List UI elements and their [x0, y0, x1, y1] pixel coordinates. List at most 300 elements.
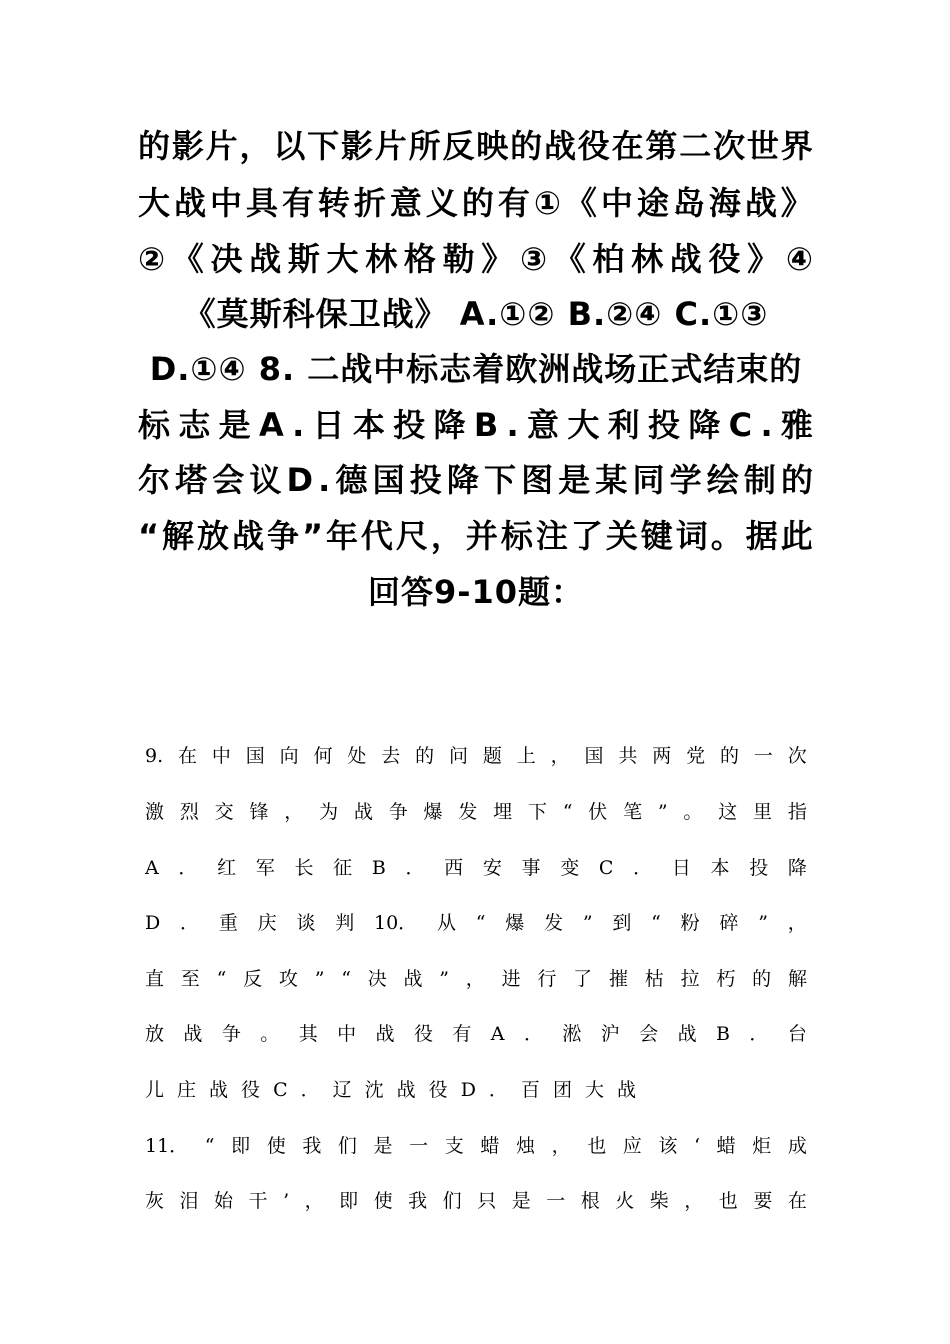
- glyph: 有: [281, 184, 315, 222]
- glyph: 战: [744, 184, 778, 222]
- glyph: 下: [483, 461, 517, 499]
- glyph: 会: [212, 461, 246, 499]
- glyph: 《: [553, 240, 587, 278]
- glyph: 役: [708, 240, 742, 278]
- text-line: [138, 175, 814, 231]
- glyph: 柴: [649, 1190, 669, 1212]
- glyph: 发: [544, 912, 564, 934]
- glyph: 的: [720, 745, 740, 767]
- glyph: 日: [312, 406, 346, 444]
- glyph: 格: [403, 240, 437, 278]
- text-line: [145, 728, 807, 784]
- glyph: 投: [393, 406, 427, 444]
- glyph: 也: [718, 1190, 738, 1212]
- glyph: 10．: [374, 912, 418, 934]
- glyph: 只: [477, 1190, 497, 1212]
- glyph: 降: [688, 406, 722, 444]
- glyph: “: [138, 517, 161, 555]
- text-line: [145, 840, 807, 896]
- glyph: 大: [138, 184, 172, 222]
- glyph: ，: [304, 1190, 324, 1212]
- glyph: ‘: [694, 1135, 701, 1157]
- glyph: 林: [631, 240, 665, 278]
- glyph: A: [145, 857, 159, 879]
- glyph: 折: [353, 184, 387, 222]
- glyph: 儿: [145, 1079, 165, 1101]
- glyph: 中: [209, 184, 243, 222]
- text-line: [145, 1006, 807, 1062]
- glyph: 争: [221, 1023, 241, 1045]
- glyph: 我: [302, 1135, 322, 1157]
- glyph: 题: [482, 745, 502, 767]
- glyph: 降: [446, 461, 480, 499]
- glyph: 激: [145, 801, 165, 823]
- glyph: 重: [218, 912, 238, 934]
- glyph: B: [473, 406, 500, 444]
- glyph: 交: [214, 801, 234, 823]
- glyph: 二: [679, 127, 713, 165]
- glyph: “: [341, 968, 351, 990]
- glyph: 雅: [780, 406, 814, 444]
- glyph: 的: [752, 968, 772, 990]
- glyph: 投: [749, 857, 769, 879]
- text-line: [145, 951, 807, 1007]
- glyph: ”: [301, 517, 324, 555]
- glyph: 应: [622, 1135, 642, 1157]
- glyph: 11．: [145, 1135, 189, 1157]
- glyph: 国: [245, 745, 265, 767]
- glyph: C: [598, 857, 614, 879]
- glyph: 林: [365, 240, 399, 278]
- glyph: 此: [780, 517, 814, 555]
- text-line: [138, 341, 814, 397]
- glyph: B: [371, 857, 386, 879]
- glyph: 有: [452, 1023, 472, 1045]
- glyph: 成: [787, 1135, 807, 1157]
- line-text: [145, 1062, 636, 1118]
- glyph: 支: [444, 1135, 464, 1157]
- glyph: 战: [669, 240, 703, 278]
- glyph: 党: [686, 745, 706, 767]
- glyph: 们: [442, 1190, 462, 1212]
- glyph: 以: [273, 127, 307, 165]
- glyph: 战: [353, 801, 373, 823]
- glyph: 在: [611, 127, 645, 165]
- glyph: .: [292, 406, 306, 444]
- glyph: 具: [245, 184, 279, 222]
- glyph: 笔: [623, 801, 643, 823]
- glyph: 降: [787, 857, 807, 879]
- glyph: 一: [546, 1190, 566, 1212]
- glyph: 军: [255, 857, 275, 879]
- glyph: 影: [340, 127, 374, 165]
- line-text: [138, 231, 814, 287]
- glyph: 根: [580, 1190, 600, 1212]
- glyph: 途: [636, 184, 670, 222]
- glyph: 伏: [588, 801, 608, 823]
- glyph: 会: [639, 1023, 659, 1045]
- glyph: 沈: [364, 1079, 384, 1101]
- glyph: 役: [428, 1079, 448, 1101]
- glyph: 火: [615, 1190, 635, 1212]
- glyph: 粉: [680, 912, 700, 934]
- glyph: 降: [433, 406, 467, 444]
- glyph: ③: [519, 240, 549, 278]
- text-line: [138, 118, 814, 174]
- glyph: 了: [573, 968, 593, 990]
- glyph: 安: [482, 857, 502, 879]
- glyph: 。: [710, 517, 744, 555]
- text-line: [145, 784, 807, 840]
- glyph: B: [716, 1023, 731, 1045]
- glyph: 战: [616, 1079, 636, 1101]
- glyph: ．: [300, 1079, 320, 1101]
- line-text: [145, 1173, 807, 1229]
- glyph: 绘: [706, 461, 740, 499]
- glyph: 去: [381, 745, 401, 767]
- glyph: 标: [138, 406, 172, 444]
- line-text: [145, 784, 807, 840]
- glyph: 决: [367, 968, 387, 990]
- glyph: ①: [533, 184, 562, 222]
- glyph: 是: [218, 406, 252, 444]
- glyph: D: [460, 1079, 476, 1101]
- glyph: 本: [710, 857, 730, 879]
- glyph: 谈: [296, 912, 316, 934]
- glyph: 利: [607, 406, 641, 444]
- glyph: 》: [780, 184, 814, 222]
- glyph: 共: [618, 745, 638, 767]
- glyph: 的: [510, 127, 544, 165]
- glyph: 同: [632, 461, 666, 499]
- glyph: 争: [388, 801, 408, 823]
- glyph: 向: [279, 745, 299, 767]
- glyph: 战: [249, 240, 283, 278]
- glyph: ．: [180, 912, 200, 934]
- glyph: 是: [558, 461, 592, 499]
- glyph: 的: [415, 745, 435, 767]
- glyph: 界: [780, 127, 814, 165]
- glyph: 何: [313, 745, 333, 767]
- glyph: 国: [372, 461, 406, 499]
- glyph: 烈: [179, 801, 199, 823]
- glyph: ，: [684, 1190, 704, 1212]
- glyph: 枯: [644, 968, 664, 990]
- glyph: 蜡: [716, 1135, 736, 1157]
- glyph: ’: [283, 1190, 290, 1212]
- glyph: .: [318, 461, 332, 499]
- glyph: 放: [196, 517, 230, 555]
- glyph: 反: [243, 968, 263, 990]
- glyph: 役: [577, 127, 611, 165]
- glyph: 沪: [600, 1023, 620, 1045]
- glyph: 我: [408, 1190, 428, 1212]
- glyph: ，: [550, 745, 570, 767]
- glyph: 一: [409, 1135, 429, 1157]
- glyph: 台: [787, 1023, 807, 1045]
- glyph: ，: [284, 801, 304, 823]
- glyph: 庄: [177, 1079, 197, 1101]
- line-text: [145, 728, 807, 784]
- glyph: 战: [231, 517, 265, 555]
- glyph: 中: [211, 745, 231, 767]
- glyph: 反: [442, 127, 476, 165]
- glyph: 的: [461, 184, 495, 222]
- glyph: 淞: [562, 1023, 582, 1045]
- text-line: [138, 286, 814, 342]
- line-text: [145, 1006, 807, 1062]
- glyph: 中: [337, 1023, 357, 1045]
- glyph: 泪: [179, 1190, 199, 1212]
- glyph: 。: [683, 801, 703, 823]
- glyph: 》: [747, 240, 781, 278]
- glyph: 西: [444, 857, 464, 879]
- glyph: 朽: [716, 968, 736, 990]
- glyph: 学: [669, 461, 703, 499]
- glyph: ”: [657, 801, 668, 823]
- glyph: 解: [787, 968, 807, 990]
- glyph: 役: [413, 1023, 433, 1045]
- glyph: 图: [521, 461, 555, 499]
- glyph: 指: [787, 801, 807, 823]
- glyph: 下: [307, 127, 341, 165]
- glyph: 决: [210, 240, 244, 278]
- glyph: 战: [183, 1023, 203, 1045]
- glyph: ④: [785, 240, 814, 278]
- glyph: ，: [430, 517, 464, 555]
- glyph: 进: [501, 968, 521, 990]
- glyph: 第: [645, 127, 679, 165]
- glyph: C: [273, 1079, 288, 1101]
- glyph: 战: [209, 1079, 229, 1101]
- glyph: 片: [205, 127, 239, 165]
- line-text: [145, 1118, 807, 1174]
- text-line: [138, 564, 814, 620]
- glyph: 灰: [145, 1190, 165, 1212]
- glyph: ”: [582, 912, 593, 934]
- glyph: “: [562, 801, 573, 823]
- glyph: 尺: [395, 517, 429, 555]
- glyph: 塔: [175, 461, 209, 499]
- glyph: 勒: [442, 240, 476, 278]
- glyph: ．: [405, 857, 425, 879]
- glyph: “: [204, 1135, 215, 1157]
- line-text: 回答9-10题：: [367, 573, 585, 611]
- line-text: [145, 840, 807, 896]
- glyph: ．: [523, 1023, 543, 1045]
- glyph: 干: [248, 1190, 268, 1212]
- glyph: 中: [600, 184, 634, 222]
- glyph: 红: [217, 857, 237, 879]
- glyph: 义: [425, 184, 459, 222]
- glyph: 一: [753, 745, 773, 767]
- glyph: 问: [449, 745, 469, 767]
- glyph: 制: [743, 461, 777, 499]
- glyph: 炬: [752, 1135, 772, 1157]
- glyph: 烛: [515, 1135, 535, 1157]
- glyph: 该: [658, 1135, 678, 1157]
- glyph: 《: [171, 240, 205, 278]
- glyph: 投: [648, 406, 682, 444]
- text-line: [145, 1062, 807, 1118]
- glyph: 了: [570, 517, 604, 555]
- glyph: 其: [298, 1023, 318, 1045]
- glyph: 的: [138, 127, 172, 165]
- glyph: 从: [436, 912, 456, 934]
- glyph: 意: [389, 184, 423, 222]
- glyph: 长: [294, 857, 314, 879]
- glyph: 团: [552, 1079, 572, 1101]
- glyph: 标: [500, 517, 534, 555]
- glyph: .: [760, 406, 774, 444]
- glyph: 摧: [608, 968, 628, 990]
- glyph: 事: [521, 857, 541, 879]
- glyph: 词: [675, 517, 709, 555]
- glyph: 德: [335, 461, 369, 499]
- glyph: 年: [325, 517, 359, 555]
- line-text: [138, 452, 814, 508]
- glyph: 蜡: [480, 1135, 500, 1157]
- glyph: 始: [214, 1190, 234, 1212]
- glyph: 这: [718, 801, 738, 823]
- glyph: 投: [409, 461, 443, 499]
- glyph: 议: [249, 461, 283, 499]
- glyph: 也: [587, 1135, 607, 1157]
- glyph: 处: [347, 745, 367, 767]
- glyph: 战: [173, 184, 207, 222]
- glyph: D: [286, 461, 315, 499]
- glyph: 征: [333, 857, 353, 879]
- glyph: 放: [145, 1023, 165, 1045]
- glyph: .: [506, 406, 520, 444]
- line-text: D.①④ 8. 二战中标志着欧洲战场正式结束的: [149, 350, 803, 388]
- glyph: 碎: [719, 912, 739, 934]
- glyph: 战: [375, 1023, 395, 1045]
- glyph: ”: [439, 968, 449, 990]
- glyph: 们: [337, 1135, 357, 1157]
- text-line: [138, 452, 814, 508]
- glyph: 。: [260, 1023, 280, 1045]
- glyph: 直: [145, 968, 165, 990]
- line-text: 《莫斯科保卫战》 A.①② B.②④ C.①③: [183, 295, 769, 333]
- glyph: 战: [403, 968, 423, 990]
- text-line: [138, 231, 814, 287]
- glyph: 片: [374, 127, 408, 165]
- glyph: 有: [497, 184, 531, 222]
- glyph: 在: [787, 1190, 807, 1212]
- glyph: A: [490, 1023, 505, 1045]
- glyph: 战: [396, 1079, 416, 1101]
- glyph: ．: [633, 857, 653, 879]
- glyph: 柏: [592, 240, 626, 278]
- glyph: 是: [511, 1190, 531, 1212]
- glyph: 键: [640, 517, 674, 555]
- glyph: 百: [520, 1079, 540, 1101]
- glyph: 影: [171, 127, 205, 165]
- glyph: 注: [535, 517, 569, 555]
- glyph: 下: [527, 801, 547, 823]
- glyph: ，: [239, 127, 273, 165]
- glyph: 行: [537, 968, 557, 990]
- glyph: 关: [605, 517, 639, 555]
- glyph: 即: [339, 1190, 359, 1212]
- glyph: 尔: [138, 461, 172, 499]
- glyph: 国: [584, 745, 604, 767]
- text-line: [145, 1118, 807, 1174]
- glyph: A: [258, 406, 285, 444]
- glyph: 攻: [278, 968, 298, 990]
- glyph: ，: [465, 968, 485, 990]
- glyph: 役: [241, 1079, 261, 1101]
- glyph: 为: [319, 801, 339, 823]
- glyph: ②: [138, 240, 167, 278]
- glyph: C: [728, 406, 754, 444]
- glyph: 变: [560, 857, 580, 879]
- glyph: 海: [708, 184, 742, 222]
- glyph: 世: [746, 127, 780, 165]
- glyph: 日: [671, 857, 691, 879]
- glyph: 至: [180, 968, 200, 990]
- glyph: 使: [266, 1135, 286, 1157]
- glyph: “: [475, 912, 486, 934]
- line-text: [138, 175, 814, 231]
- glyph: ，: [787, 912, 807, 934]
- glyph: 的: [780, 461, 814, 499]
- glyph: 斯: [287, 240, 321, 278]
- text-line: [138, 508, 814, 564]
- glyph: ，: [551, 1135, 571, 1157]
- glyph: 发: [458, 801, 478, 823]
- glyph: 代: [360, 517, 394, 555]
- glyph: 所: [408, 127, 442, 165]
- glyph: 《: [564, 184, 598, 222]
- glyph: 两: [652, 745, 672, 767]
- line-text: [138, 397, 814, 453]
- line-text: [145, 895, 807, 951]
- glyph: 锋: [249, 801, 269, 823]
- text-line: [145, 1173, 807, 1229]
- glyph: 本: [352, 406, 386, 444]
- glyph: ．: [178, 857, 198, 879]
- glyph: 大: [584, 1079, 604, 1101]
- line-text: [145, 951, 807, 1007]
- glyph: 解: [162, 517, 196, 555]
- glyph: 并: [465, 517, 499, 555]
- glyph: 》: [481, 240, 515, 278]
- glyph: 拉: [680, 968, 700, 990]
- glyph: 争: [266, 517, 300, 555]
- glyph: 爆: [423, 801, 443, 823]
- glyph: 到: [612, 912, 632, 934]
- text-line: [138, 397, 814, 453]
- line-text: [138, 118, 814, 174]
- glyph: 辽: [332, 1079, 352, 1101]
- glyph: ”: [314, 968, 325, 990]
- glyph: 岛: [672, 184, 706, 222]
- glyph: ．: [749, 1023, 769, 1045]
- glyph: 即: [231, 1135, 251, 1157]
- glyph: 爆: [505, 912, 525, 934]
- glyph: ”: [758, 912, 768, 934]
- glyph: 意: [527, 406, 561, 444]
- glyph: 上: [516, 745, 536, 767]
- glyph: “: [651, 912, 661, 934]
- glyph: 战: [543, 127, 577, 165]
- glyph: 判: [335, 912, 355, 934]
- glyph: 要: [753, 1190, 773, 1212]
- glyph: 某: [595, 461, 629, 499]
- glyph: 庆: [257, 912, 277, 934]
